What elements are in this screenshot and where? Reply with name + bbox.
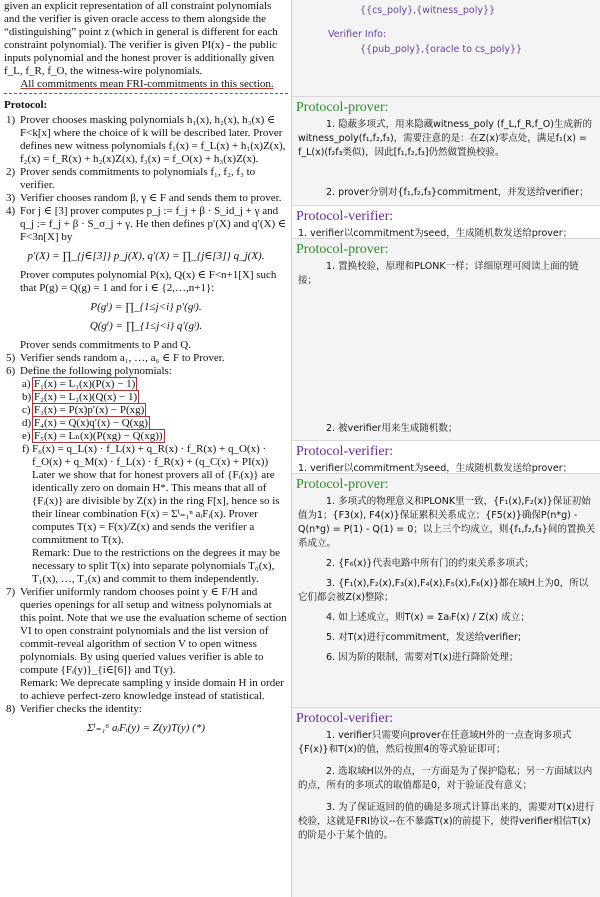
remark-degrees: Remark: Due to the restrictions on the degrees it may be necessary to split T(x) into separate polynomials T₀(x), T₁(x), …, T₃(x) and commit to them independently.: [32, 547, 281, 585]
intro-line: inputs polynomial and the honest prover is additionally given: [4, 52, 275, 64]
notes-column: [292, 0, 600, 897]
step-4-continued: Prover computes polynomial P(x), Q(x) ∈ F<n+1[X] such that P(g) = Q(g) = 1 and for i ∈ {2,…,n+1}:: [20, 269, 277, 294]
step-6-explanation: Later we show that for honest provers all of {Fᵢ(x)} are identically zero on domain H*. This means that all of {Fᵢ(x)} are divisible by Z(x) in the ring F[x], hence so is their linear combination F(x) = Σⁱ₌₁ⁿ aᵢFᵢ(x). Prover computes T(x) = F(x)/Z(x) and sends the verifier a commitment to T(x).: [32, 469, 280, 546]
note-panel-5: [292, 473, 600, 706]
verifier-info-value: {{pub_poly},{oracle to cs_poly}}: [360, 44, 523, 55]
prover-info-value: {{cs_poly},{witness_poly}}: [360, 5, 496, 16]
note-line: 2. 被verifier用来生成随机数；: [326, 423, 458, 434]
note-line: 2. 选取域H以外的点，一方面是为了保护隐私；另一方面域以内的点，所有的多项式的取值都是0，对于验证没有意义；: [298, 766, 593, 791]
sub-b: b) F₂(x) = L₁(x)(Q(x) − 1): [22, 391, 138, 403]
formula-P: P(gⁱ) = ∏_{1≤j<i} p′(gʲ).: [90, 301, 202, 313]
intro-line: “distinguishing” point z (which in general is different for each: [4, 26, 278, 38]
step-4-send: Prover sends commitments to P and Q.: [20, 339, 191, 351]
paper-column: [0, 0, 292, 897]
note-line: 1. verifier以commitment为seed，生成随机数发送给prover；: [298, 463, 573, 474]
intro-line: constraint polynomial). The verifier is given PI(x) - the public: [4, 39, 277, 51]
note-line: 1. 多项式的物理意义和PLONK里一致，{F₁(x),F₂(x)}保证初始值为1；{F3(x), F4(x)}保证累积关系成立；{F5(x)}确保P(n*g) - Q(n*g) = P(1) - Q(1) = 0；以上三个均成立，则{f₁,f₂,f₃}间的置换关系成立。: [298, 496, 596, 549]
sub-c: c) F₃(x) = P(x)p′(x) − P(xg): [22, 404, 145, 416]
note-line: 2. {F₆(x)}代表电路中所有门的约束关系多项式；: [326, 558, 534, 569]
intro-paragraph: [0, 0, 292, 78]
step-1: 1) Prover chooses masking polynomials h₁(x), h₂(x), h₃(x) ∈ F<k[x] where the choice of k will be described later. Prover defines new witness polynomials f₁(x) = f_L(x) + h₁(x)Z(x), f₂(x) = f_R(x) + h₂(x)Z(x), f₃(x) = f_O(x) + h₃(x)Z(x).: [6, 114, 286, 165]
verifier-info-label: Verifier Info:: [328, 29, 387, 40]
note-line: 3. 为了保证返回的值的确是多项式计算出来的，需要对T(x)进行校验，这就是FRI协议--在不暴露T(x)的前提下，使得verifier相信T(x)的阶是小于某个值的。: [298, 802, 595, 841]
note-line: 5. 对T(x)进行commitment，发送给verifier;: [326, 632, 522, 643]
note-line: 1. 置换校验，原理和PLONK一样；详细原理可阅读上面的链接；: [298, 261, 579, 286]
note-heading: Protocol-prover:: [296, 242, 389, 257]
note-line: 2. prover分别对{f₁,f₂,f₃}commitment，并发送给verifier；: [326, 187, 589, 198]
step-5: 5) Verifier sends random a₁, …, a₆ ∈ F to Prover.: [6, 352, 225, 364]
note-heading: Protocol-verifier:: [296, 444, 394, 459]
note-heading: Protocol-verifier:: [296, 209, 394, 224]
step-3: 3) Verifier chooses random β, γ ∈ F and sends them to prover.: [6, 192, 282, 204]
intro-line: f_L, f_R, f_O, the witness-wire polynomials.: [4, 65, 203, 77]
commitment-note: All commitments mean FRI-commitments in this section.: [20, 78, 274, 90]
step-2: 2) Prover sends commitments to polynomials f₁, f₂, f₃ to verifier.: [6, 166, 256, 191]
note-heading: Protocol-verifier:: [296, 711, 394, 726]
note-line: 1. verifier只需要向prover在任意域H外的一点查询多项式{F(x)}和T(x)的值，然后按照4的等式验证即可；: [298, 730, 572, 755]
note-line: 4. 如上述成立，则T(x) = ΣaᵢF(x) / Z(x) 成立；: [326, 612, 530, 623]
note-line: 1. 隐蔽多项式，用来隐藏witness_poly (f_L,f_R,f_O)生成新的witness_poly(f₁,f₂,f₃)，需要注意的是：在Z(x)零点处，满足f₁(x) = f_L(x)(f₂f₃类似)，因此[f₁,f₂,f₃]仍然做置换校验。: [298, 119, 592, 158]
protocol-label: Protocol:: [4, 99, 48, 111]
step-6: 6) Define the following polynomials:: [6, 365, 172, 377]
intro-line: and the verifier is given oracle access to them alongside the: [4, 13, 267, 25]
step-7: 7) Verifier uniformly random chooses point y ∈ F/H and queries openings for all setup and witness polynomials at this point. Note that we use the evaluation scheme of section VI to open constraint polynomials and the list version of commit-reveal algorithm of section V to open witness polynomials. By using queried values verifier is able to compute {Fᵢ(y)}_{i∈[6]} and T(y).: [6, 586, 287, 676]
note-line: 6. 因为阶的限制，需要对T(x)进行降阶处理；: [326, 652, 519, 663]
note-panel-2: [292, 205, 600, 238]
step-8: 8) Verifier checks the identity:: [6, 703, 142, 715]
step-4: 4) For j ∈ [3] prover computes p_j := f_j + β · S_id_j + γ and q_j := f_j + β · S_σ_j + γ. He then defines p′(X) and q′(X) ∈ F<3n[X] by: [6, 205, 287, 243]
sub-f: f) F₆(x) = q_L(x) · f_L(x) + q_R(x) · f_R(x) + q_O(x) · f_O(x) + q_M(x) · f_L(x) · f_R(x) + (q_C(x) + PI(x)): [22, 443, 269, 468]
note-panel-6: [292, 707, 600, 897]
dashed-divider: [4, 93, 288, 95]
note-heading: Protocol-prover:: [296, 477, 389, 492]
note-line: 1. verifier以commitment为seed，生成随机数发送给prover；: [298, 228, 573, 239]
note-line: 3. {F₁(x),F₂(x),F₃(x),F₄(x),F₅(x),F₆(x)}都在域H上为0，所以它们都会被Z(x)整除；: [298, 578, 589, 603]
sub-a: a) F₁(x) = L₁(x)(P(x) − 1): [22, 378, 136, 390]
note-panel-3: [292, 238, 600, 439]
intro-line: given an explicit representation of all constraint polynomials: [4, 0, 272, 12]
sub-e: e) F₅(x) = Lₙ(x)(P(xg) − Q(xg)): [22, 430, 163, 442]
note-panel-4: [292, 440, 600, 473]
sub-d: d) F₄(x) = Q(x)q′(x) − Q(xg): [22, 417, 148, 429]
formula-pq-prime: p′(X) = ∏_{j∈[3]} p_j(X), q′(X) = ∏_{j∈[3]} q_j(X).: [27, 250, 265, 262]
formula-identity: Σⁱ₌₁⁶ aᵢFᵢ(y) = Z(y)T(y) (*): [86, 722, 205, 734]
note-panel-1: [292, 96, 600, 205]
note-heading: Protocol-prover:: [296, 100, 389, 115]
formula-Q: Q(gⁱ) = ∏_{1≤j<i} q′(gʲ).: [89, 320, 203, 332]
remark-sampling: Remark: We deprecate sampling y inside domain H in order to achieve perfect-zero knowledge instead of statistical.: [20, 677, 284, 702]
